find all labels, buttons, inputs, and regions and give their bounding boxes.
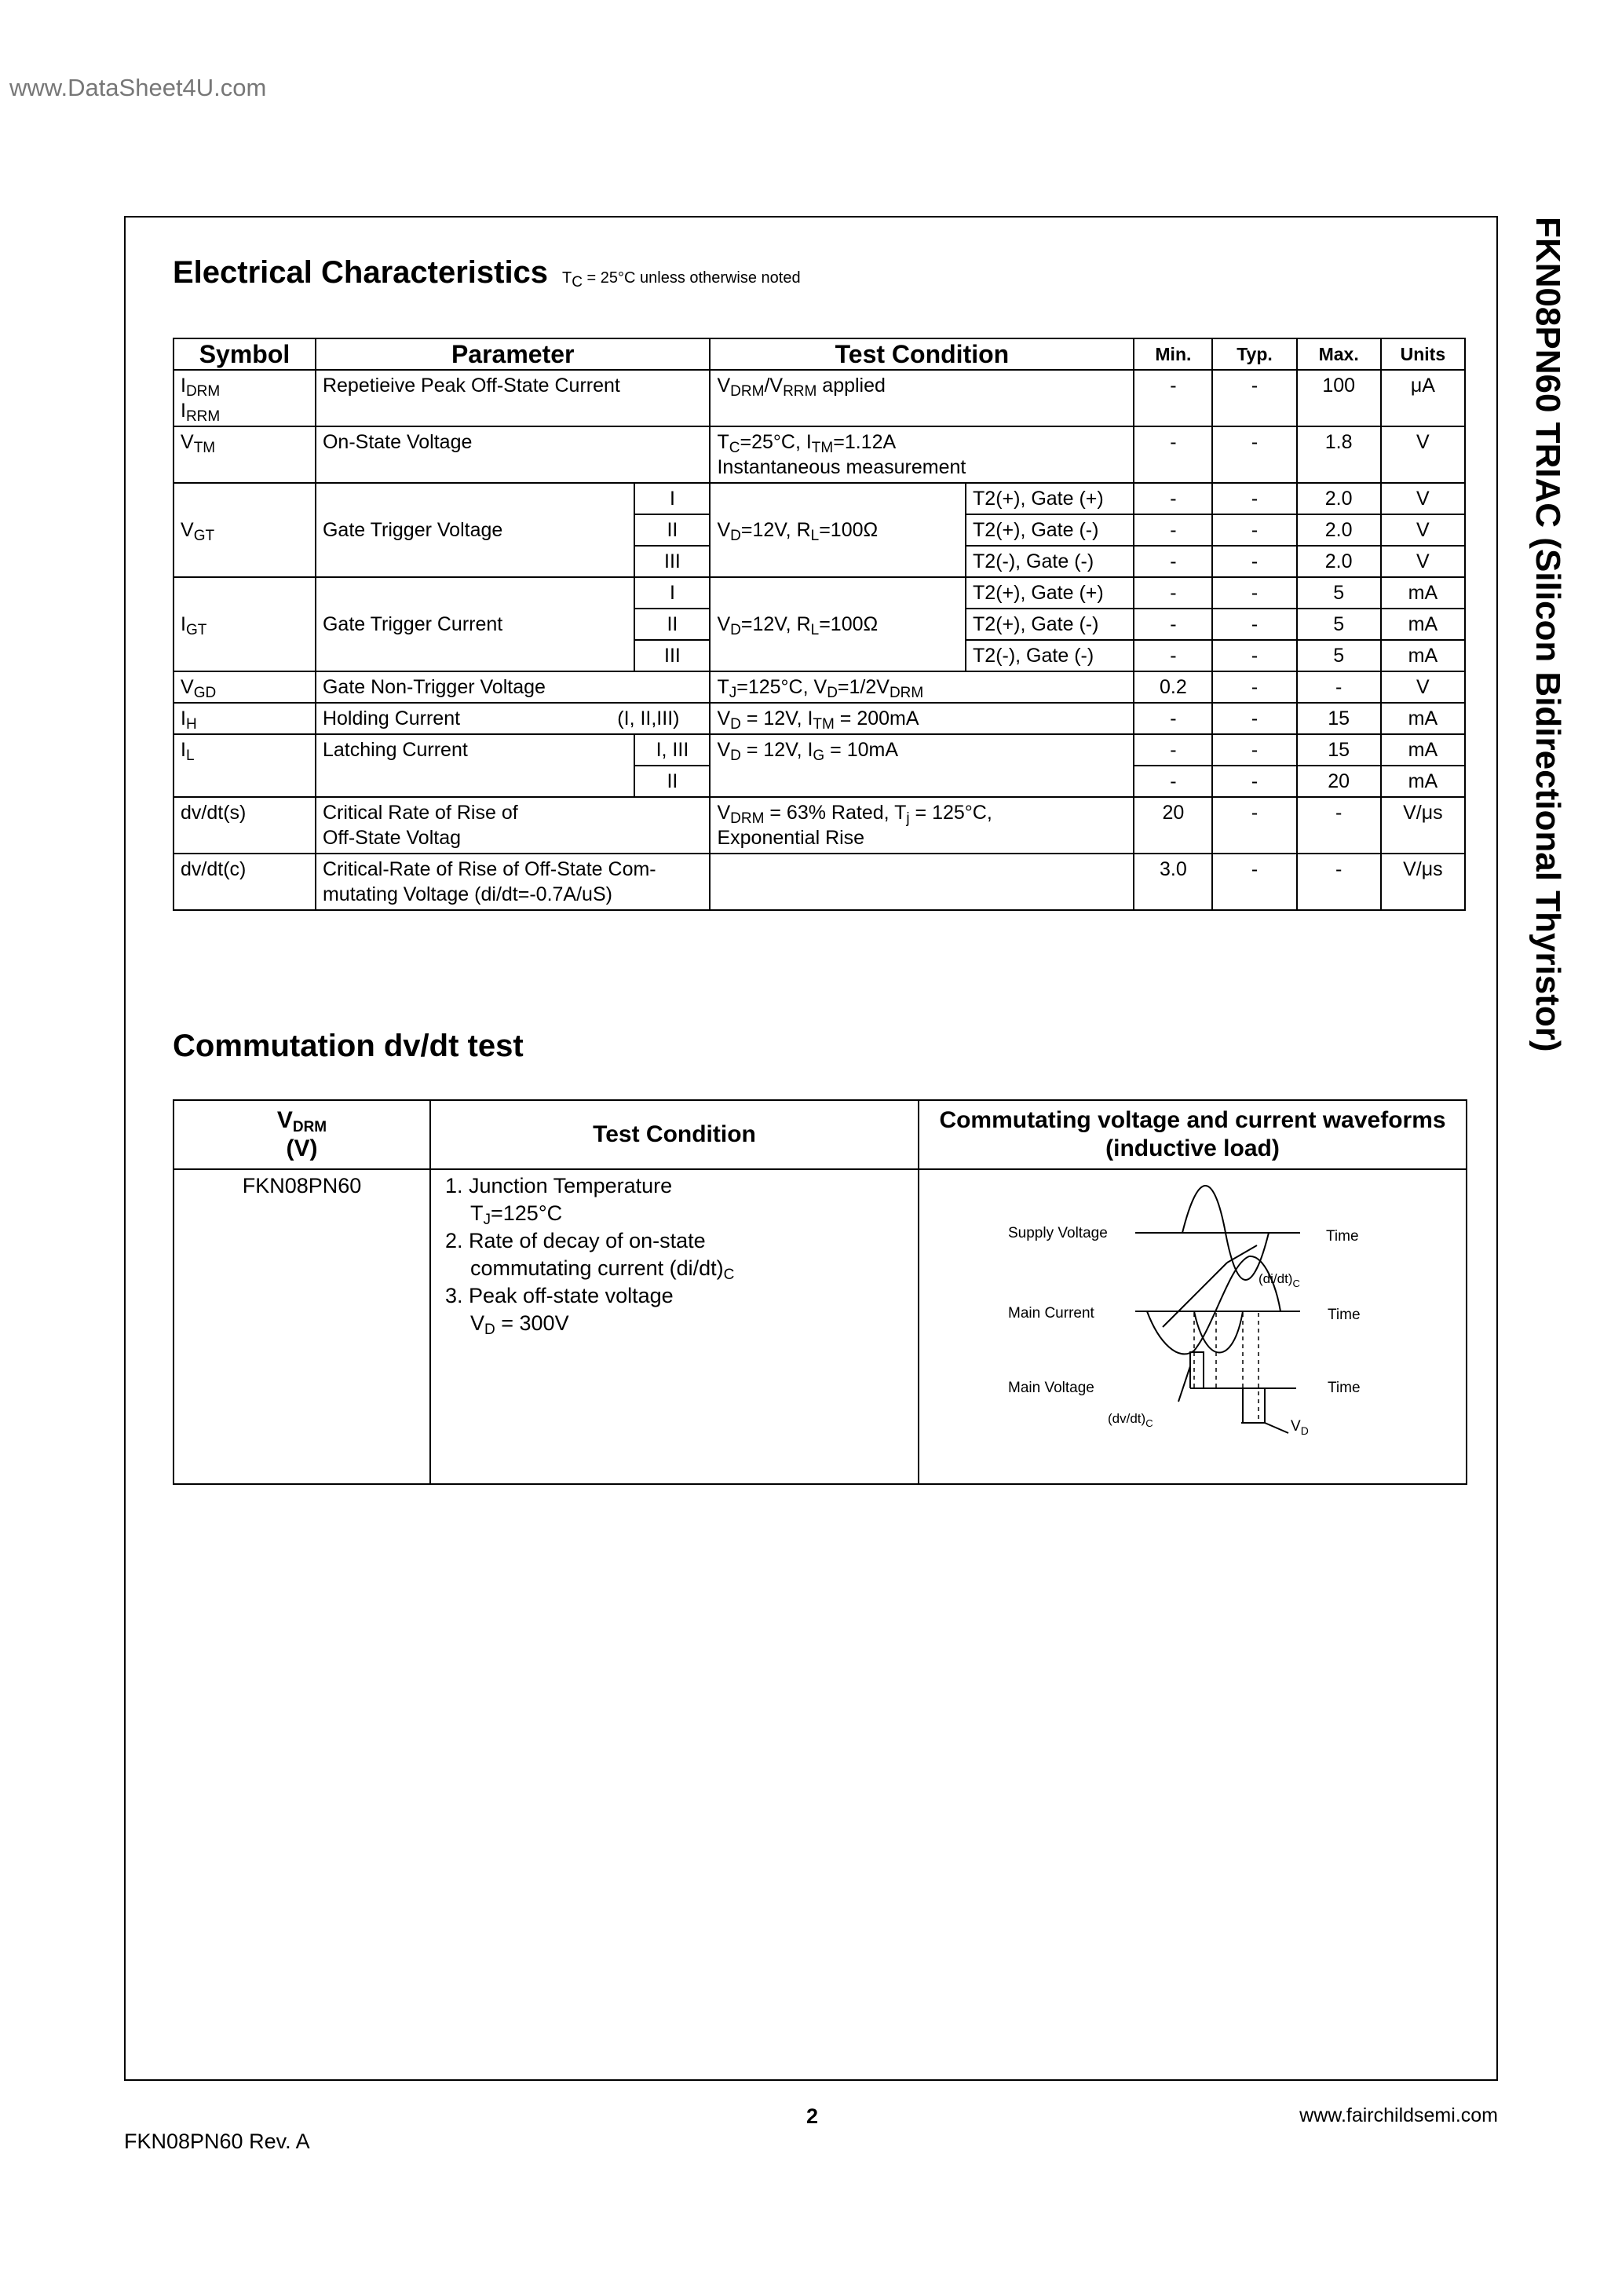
polarity-cell: T2(+), Gate (+) bbox=[966, 483, 1134, 514]
min-cell: - bbox=[1134, 640, 1212, 671]
parameter-cell: Critical Rate of Rise of Off-State Voltag bbox=[316, 797, 711, 854]
parameter-cell: Gate Trigger Current bbox=[316, 577, 634, 671]
units-cell: V bbox=[1381, 514, 1465, 546]
quadrant-cell: II bbox=[634, 514, 710, 546]
main-current-label: Main Current bbox=[1008, 1305, 1094, 1322]
typ-cell: - bbox=[1212, 703, 1296, 734]
parameter-cell: Holding Current (I, II,III) bbox=[316, 703, 711, 734]
units-cell: V bbox=[1381, 483, 1465, 514]
electrical-characteristics-table bbox=[173, 338, 1466, 911]
typ-cell: - bbox=[1212, 546, 1296, 577]
condition-cell: $V_D=12V$, $R_L=100\Omega$ bbox=[710, 483, 966, 577]
quadrant-cell: II bbox=[634, 766, 710, 797]
max-cell: - bbox=[1297, 797, 1381, 854]
symbol-cell: dv/dt(s) bbox=[174, 797, 316, 854]
typ-cell: - bbox=[1212, 370, 1296, 426]
quadrant-cell: I bbox=[634, 577, 710, 609]
parameter-cell: Gate Trigger Voltage bbox=[316, 483, 634, 577]
units-cell: mA bbox=[1381, 577, 1465, 609]
parameter-cell: Critical-Rate of Rise of Off-State Com- mutating Voltage (di/dt=-0.7A/uS) bbox=[316, 854, 711, 910]
min-cell: - bbox=[1134, 514, 1212, 546]
time-label: Time bbox=[1328, 1307, 1361, 1323]
table-row bbox=[174, 370, 1465, 426]
parameter-cell: Gate Non-Trigger Voltage bbox=[316, 671, 711, 703]
quadrant-cell: I, III bbox=[634, 734, 710, 766]
vdrm-header: $V_{DRM}$ (V) bbox=[174, 1100, 430, 1169]
typ-cell: - bbox=[1212, 766, 1296, 797]
min-cell: - bbox=[1134, 370, 1212, 426]
condition-cell: 1. Junction Temperature $T_J=125^\circ C$ 2. Rate of decay of on-state commutating current $(di/dt)_C$ 3. Peak off-state voltage $V_D = 300V$ bbox=[430, 1169, 919, 1484]
side-title: FKN08PN60 TRIAC (Silicon Bidirectional Thyristor) bbox=[1529, 217, 1567, 1052]
table-row bbox=[174, 426, 1465, 483]
table-row bbox=[174, 1169, 1467, 1484]
time-label: Time bbox=[1328, 1380, 1361, 1396]
document-revision: FKN08PN60 Rev. A bbox=[124, 2130, 310, 2153]
parameter-cell: On-State Voltage bbox=[316, 426, 711, 483]
quadrant-cell: III bbox=[634, 640, 710, 671]
typ-cell: - bbox=[1212, 483, 1296, 514]
max-cell: 2.0 bbox=[1297, 546, 1381, 577]
symbol-header: Symbol bbox=[174, 338, 316, 370]
table-header-row bbox=[174, 338, 1465, 370]
time-label: Time bbox=[1326, 1228, 1359, 1245]
max-cell: - bbox=[1297, 854, 1381, 910]
supply-voltage-label: Supply Voltage bbox=[1008, 1225, 1108, 1241]
table-row bbox=[174, 703, 1465, 734]
table-header-row bbox=[174, 1100, 1467, 1169]
units-cell: mA bbox=[1381, 640, 1465, 671]
max-cell: 100 bbox=[1297, 370, 1381, 426]
waveform-diagram bbox=[919, 1170, 1467, 1476]
didt-label: $(di/dt)_C$ bbox=[1259, 1271, 1300, 1289]
max-cell: 5 bbox=[1297, 609, 1381, 640]
max-cell: 5 bbox=[1297, 640, 1381, 671]
condition-cell: $T_C=25^\circ C$, $I_{TM}=1.12A$ Instantaneous measurement bbox=[710, 426, 1134, 483]
max-cell: 1.8 bbox=[1297, 426, 1381, 483]
commutation-table bbox=[173, 1099, 1467, 1485]
quadrant-cell: II bbox=[634, 609, 710, 640]
units-cell: μA bbox=[1381, 370, 1465, 426]
units-cell: V/μs bbox=[1381, 797, 1465, 854]
condition-cell: $V_D = 12V$, $I_{TM} = 200mA$ bbox=[710, 703, 1134, 734]
max-header: Max. bbox=[1297, 338, 1381, 370]
min-cell: - bbox=[1134, 609, 1212, 640]
units-cell: mA bbox=[1381, 609, 1465, 640]
units-header: Units bbox=[1381, 338, 1465, 370]
waveform-header: Commutating voltage and current waveforms (inductive load) bbox=[919, 1100, 1467, 1169]
typ-cell: - bbox=[1212, 671, 1296, 703]
dvdt-pointer bbox=[1178, 1366, 1190, 1402]
symbol-cell: $I_L$ bbox=[174, 734, 316, 797]
min-header: Min. bbox=[1134, 338, 1212, 370]
symbol-cell: $V_{GD}$ bbox=[174, 671, 316, 703]
main-voltage-waveform-2 bbox=[1243, 1388, 1265, 1423]
polarity-cell: T2(-), Gate (-) bbox=[966, 640, 1134, 671]
units-cell: V/μs bbox=[1381, 854, 1465, 910]
table-row bbox=[174, 577, 1465, 609]
typ-cell: - bbox=[1212, 426, 1296, 483]
condition-header: Test Condition bbox=[710, 338, 1134, 370]
units-cell: mA bbox=[1381, 766, 1465, 797]
typ-cell: - bbox=[1212, 854, 1296, 910]
vd-pointer bbox=[1265, 1423, 1288, 1433]
max-cell: 15 bbox=[1297, 734, 1381, 766]
typ-cell: - bbox=[1212, 640, 1296, 671]
min-cell: - bbox=[1134, 426, 1212, 483]
typ-header: Typ. bbox=[1212, 338, 1296, 370]
quadrant-note: (I, II,III) bbox=[617, 707, 680, 729]
condition-header: Test Condition bbox=[430, 1100, 919, 1169]
page-number: 2 bbox=[806, 2104, 819, 2128]
electrical-characteristics-title bbox=[173, 255, 801, 291]
vd-label: $V_D$ bbox=[1291, 1418, 1309, 1437]
units-cell: V bbox=[1381, 671, 1465, 703]
commutation-title: Commutation dv/dt test bbox=[173, 1029, 524, 1063]
typ-cell: - bbox=[1212, 577, 1296, 609]
table-row bbox=[174, 854, 1465, 910]
min-cell: 3.0 bbox=[1134, 854, 1212, 910]
table-row bbox=[174, 734, 1465, 766]
typ-cell: - bbox=[1212, 609, 1296, 640]
table-row bbox=[174, 671, 1465, 703]
condition-cell: $V_{DRM}/V_{RRM}$ applied bbox=[710, 370, 1134, 426]
condition-cell: $V_D=12V$, $R_L=100\Omega$ bbox=[710, 577, 966, 671]
watermark: www.DataSheet4U.com bbox=[9, 74, 267, 101]
main-current-waveform-2 bbox=[1194, 1311, 1243, 1353]
website-link[interactable]: www.fairchildsemi.com bbox=[1299, 2104, 1498, 2126]
units-cell: V bbox=[1381, 426, 1465, 483]
parameter-cell: Repetieive Peak Off-State Current bbox=[316, 370, 711, 426]
typ-cell: - bbox=[1212, 797, 1296, 854]
min-cell: 20 bbox=[1134, 797, 1212, 854]
min-cell: 0.2 bbox=[1134, 671, 1212, 703]
condition-note: $T_C = 25^\circ C$ unless otherwise noted bbox=[562, 269, 801, 291]
parameter-header: Parameter bbox=[316, 338, 711, 370]
symbol-cell: $V_{GT}$ bbox=[174, 483, 316, 577]
symbol-cell: dv/dt(c) bbox=[174, 854, 316, 910]
dvdt-label: $(dv/dt)_C$ bbox=[1108, 1411, 1153, 1429]
symbol-cell: $I_{DRM}$ $I_{RRM}$ bbox=[174, 370, 316, 426]
max-cell: 2.0 bbox=[1297, 483, 1381, 514]
polarity-cell: T2(+), Gate (+) bbox=[966, 577, 1134, 609]
didt-pointer bbox=[1227, 1245, 1257, 1263]
symbol-cell: $I_{GT}$ bbox=[174, 577, 316, 671]
units-cell: mA bbox=[1381, 734, 1465, 766]
device-cell: FKN08PN60 bbox=[174, 1169, 430, 1484]
polarity-cell: T2(+), Gate (-) bbox=[966, 609, 1134, 640]
max-cell: 5 bbox=[1297, 577, 1381, 609]
min-cell: - bbox=[1134, 766, 1212, 797]
units-cell: V bbox=[1381, 546, 1465, 577]
typ-cell: - bbox=[1212, 734, 1296, 766]
table-row bbox=[174, 483, 1465, 514]
condition-cell: $T_J=125^\circ C$, $V_D=1/2V_{DRM}$ bbox=[710, 671, 1134, 703]
min-cell: - bbox=[1134, 734, 1212, 766]
units-cell: mA bbox=[1381, 703, 1465, 734]
min-cell: - bbox=[1134, 577, 1212, 609]
max-cell: 15 bbox=[1297, 703, 1381, 734]
polarity-cell: T2(-), Gate (-) bbox=[966, 546, 1134, 577]
symbol-cell: $I_H$ bbox=[174, 703, 316, 734]
typ-cell: - bbox=[1212, 514, 1296, 546]
max-cell: 20 bbox=[1297, 766, 1381, 797]
condition-cell bbox=[710, 854, 1134, 910]
min-cell: - bbox=[1134, 703, 1212, 734]
polarity-cell: T2(+), Gate (-) bbox=[966, 514, 1134, 546]
quadrant-cell: III bbox=[634, 546, 710, 577]
table-row bbox=[174, 797, 1465, 854]
parameter-cell: Latching Current bbox=[316, 734, 634, 797]
min-cell: - bbox=[1134, 546, 1212, 577]
symbol-cell: $V_{TM}$ bbox=[174, 426, 316, 483]
max-cell: 2.0 bbox=[1297, 514, 1381, 546]
condition-cell: $V_D = 12V$, $I_G = 10mA$ bbox=[710, 734, 1134, 797]
quadrant-cell: I bbox=[634, 483, 710, 514]
section-title: Electrical Characteristics bbox=[173, 255, 549, 290]
min-cell: - bbox=[1134, 483, 1212, 514]
main-voltage-label: Main Voltage bbox=[1008, 1380, 1094, 1396]
waveform-cell bbox=[919, 1169, 1467, 1484]
condition-cell: $V_{DRM} = 63\%$ Rated, $T_j = 125^\circ C$, Exponential Rise bbox=[710, 797, 1134, 854]
main-voltage-waveform bbox=[1190, 1352, 1204, 1388]
max-cell: - bbox=[1297, 671, 1381, 703]
